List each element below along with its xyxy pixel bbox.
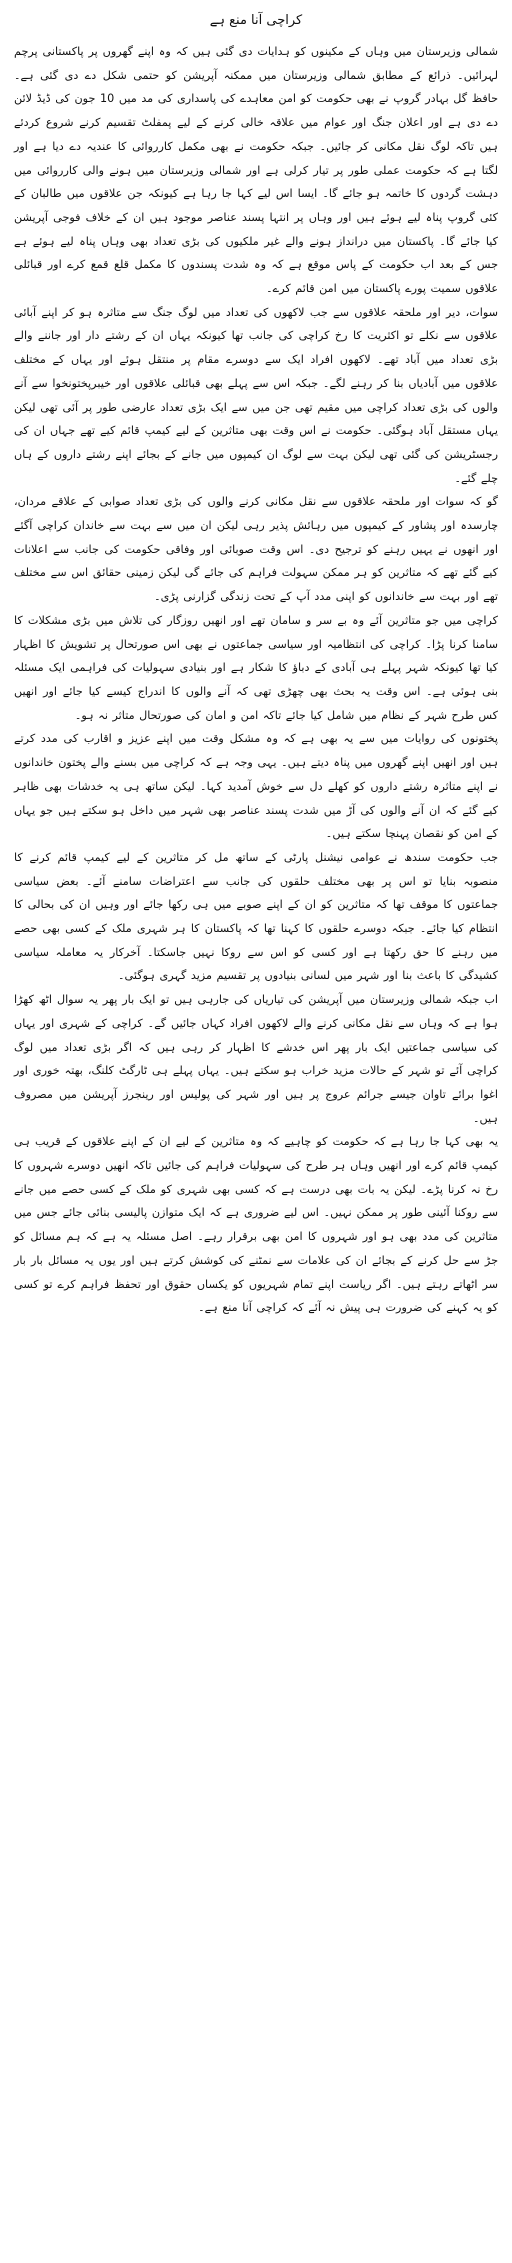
article-paragraph: پختونوں کی روایات میں سے یہ بھی ہے کہ وہ مشکل وقت میں اپنے عزیز و اقارب کی مدد کرتے ہیں اور انھیں اپنے گھروں میں پناہ دیتے ہیں۔ یہی وجہ ہے کہ کراچی میں بسنے والے پختون خاندانوں نے اپنے متاثرہ رشتے داروں کو کھلے دل سے خوش آمدید کہا۔ لیکن ساتھ ہی یہ خدشات بھی ظاہر کیے گئے کہ ان آنے والوں کی آڑ میں شدت پسند عناصر بھی شہر میں داخل ہو سکتے ہیں جو یہاں کے امن کو نقصان پہنچا سکتے ہیں۔ <box>14 732 498 841</box>
article-paragraph: اب جبکہ شمالی وزیرستان میں آپریشن کی تیاریاں کی جارہی ہیں تو ایک بار پھر یہ سوال اٹھ کھڑا ہوا ہے کہ وہاں سے نقل مکانی کرنے والے لاکھوں افراد کہاں جائیں گے۔ کراچی کے شہری اور یہاں کی سیاسی جماعتیں ایک بار پھر اس خدشے کا اظہار کر رہی ہیں کہ اگر بڑی تعداد میں لوگ کراچی آئے تو شہر کے حالات مزید خراب ہو سکتے ہیں۔ یہاں پہلے ہی ٹارگٹ کلنگ، بھتہ خوری اور اغوا برائے تاوان جیسے جرائم عروج پر ہیں اور شہر کی پولیس اور رینجرز آپریشن میں مصروف ہیں۔ <box>14 993 498 1125</box>
article-paragraph: شمالی وزیرستان میں وہاں کے مکینوں کو ہدایات دی گئی ہیں کہ وہ اپنے گھروں پر پاکستانی پرچم لہرائیں۔ ذرائع کے مطابق شمالی وزیرستان میں ممکنہ آپریشن کو حتمی شکل دے دی گئی ہے۔ حافظ گل بہادر گروپ نے بھی حکومت کو امن معاہدے کی پاسداری کی مد میں 10 جون کی ڈیڈ لائن دے دی ہے اور اعلان جنگ اور عوام میں علاقہ خالی کرنے کے لیے پمفلٹ تقسیم کرنے شروع کردئے ہیں تاکہ لوگ نقل مکانی کر جائیں۔ جبکہ حکومت نے بھی مکمل کارروائی کا عندیہ دے دیا ہے اور لگتا ہے کہ حکومت عملی طور پر تیار کرلی ہے اور شمالی وزیرستان میں ہونے والی کارروائی میں دہشت گردوں کا خاتمہ ہو جائے گا۔ ایسا اس لیے کہا جا رہا ہے کیونکہ جن علاقوں میں طالبان کے کئی گروپ پناہ لیے ہوئے ہیں اور وہاں پر انتہا پسند عناصر موجود ہیں ان کے خلاف فوجی آپریشن کیا جائے گا۔ پاکستان میں درانداز ہونے والے غیر ملکیوں کی بڑی تعداد بھی وہاں پناہ لیے ہوئے ہے جس کے بعد اب حکومت کے پاس موقع ہے کہ وہ شدت پسندوں کا مکمل قلع قمع کرے اور قبائلی علاقوں سمیت پورے پاکستان میں امن قائم کرے۔ <box>14 45 498 296</box>
article-title: کراچی آنا منع ہے <box>209 13 303 28</box>
article-paragraph: گو کہ سوات اور ملحقہ علاقوں سے نقل مکانی کرنے والوں کی بڑی تعداد صوابی کے علاقے مردان، چارسدہ اور پشاور کے کیمپوں میں رہائش پذیر رہی لیکن ان میں سے بہت سے خاندان کراچی آگئے اور انھوں نے یہیں رہنے کو ترجیح دی۔ اس وقت صوبائی اور وفاقی حکومت کی جانب سے اعلانات کیے گئے تھے کہ متاثرین کو ہر ممکن سہولت فراہم کی جائے گی لیکن زمینی حقائق اس سے مختلف تھے اور بہت سے خاندانوں کو اپنی مدد آپ کے تحت زندگی گزارنی پڑی۔ <box>14 495 498 604</box>
article-paragraph: کراچی میں جو متاثرین آئے وہ بے سر و سامان تھے اور انھیں روزگار کی تلاش میں بڑی مشکلات کا سامنا کرنا پڑا۔ کراچی کی انتظامیہ اور سیاسی جماعتوں نے بھی اس صورتحال پر تشویش کا اظہار کیا تھا کیونکہ شہر پہلے ہی آبادی کے دباؤ کا شکار ہے اور بنیادی سہولیات کی فراہمی ایک مسئلہ بنی ہوئی ہے۔ اس وقت یہ بحث بھی چھڑی تھی کہ آنے والوں کا اندراج کیسے کیا جائے اور انھیں کس طرح شہر کے نظام میں شامل کیا جائے تاکہ امن و امان کی صورتحال متاثر نہ ہو۔ <box>14 613 498 722</box>
article-paragraph: یہ بھی کہا جا رہا ہے کہ حکومت کو چاہیے کہ وہ متاثرین کے لیے ان کے اپنے علاقوں کے قریب ہی کیمپ قائم کرے اور انھیں وہاں ہر طرح کی سہولیات فراہم کی جائیں تاکہ انھیں دوسرے شہروں کا رخ نہ کرنا پڑے۔ لیکن یہ بات بھی درست ہے کہ کسی بھی شہری کو ملک کے کسی حصے میں جانے سے روکنا آئینی طور پر ممکن نہیں۔ اس لیے ضروری ہے کہ ایک متوازن پالیسی بنائی جائے جس میں متاثرین کی مدد بھی ہو اور شہروں کا امن بھی برقرار رہے۔ اصل مسئلہ یہ ہے کہ ہم مسائل کو جڑ سے حل کرنے کے بجائے ان کی علامات سے نمٹنے کی کوشش کرتے ہیں اور یوں یہ مسائل بار بار سر اٹھاتے رہتے ہیں۔ اگر ریاست اپنے تمام شہریوں کو یکساں حقوق اور تحفظ فراہم کرے تو کسی کو یہ کہنے کی ضرورت ہی پیش نہ آئے کہ کراچی آنا منع ہے۔ <box>14 1135 498 1315</box>
article-paragraph: جب حکومت سندھ نے عوامی نیشنل پارٹی کے ساتھ مل کر متاثرین کے لیے کیمپ قائم کرنے کا منصوبہ بنایا تو اس پر بھی مختلف حلقوں کی جانب سے اعتراضات سامنے آئے۔ بعض سیاسی جماعتوں کا موقف تھا کہ متاثرین کو ان کے اپنے صوبے میں ہی رکھا جائے اور وہیں ان کی بحالی کا انتظام کیا جائے۔ جبکہ دوسرے حلقوں کا کہنا تھا کہ پاکستان کا ہر شہری ملک کے کسی بھی حصے میں رہنے کا حق رکھتا ہے اور کسی کو اس سے روکا نہیں جاسکتا۔ آخرکار یہ معاملہ سیاسی کشیدگی کا باعث بنا اور شہر میں لسانی بنیادوں پر تقسیم مزید گہری ہوگئی۔ <box>14 850 498 983</box>
article-paragraph: سوات، دیر اور ملحقہ علاقوں سے جب لاکھوں کی تعداد میں لوگ جنگ سے متاثرہ ہو کر اپنے آبائی علاقوں سے نکلے تو اکثریت کا رخ کراچی کی جانب تھا کیونکہ یہاں ان کے رشتے دار اور جاننے والے بڑی تعداد میں آباد تھے۔ لاکھوں افراد ایک سے دوسرے مقام پر منتقل ہوئے اور یہاں کے مختلف علاقوں میں آبادیاں بنا کر رہنے لگے۔ جبکہ اس سے پہلے بھی قبائلی علاقوں اور خیبرپختونخوا سے آنے والوں کی بڑی تعداد کراچی میں مقیم تھی جن میں سے ایک بڑی تعداد عارضی طور پر آئی تھی لیکن یہاں مستقل آباد ہوگئی۔ حکومت نے اس وقت بھی متاثرین کے لیے کیمپ قائم کیے تھے جہاں ان کی رجسٹریشن کی گئی تھی لیکن بہت سے لوگ ان کیمپوں میں جانے کے بجائے اپنے رشتے داروں کے ہاں چلے گئے۔ <box>14 305 498 485</box>
